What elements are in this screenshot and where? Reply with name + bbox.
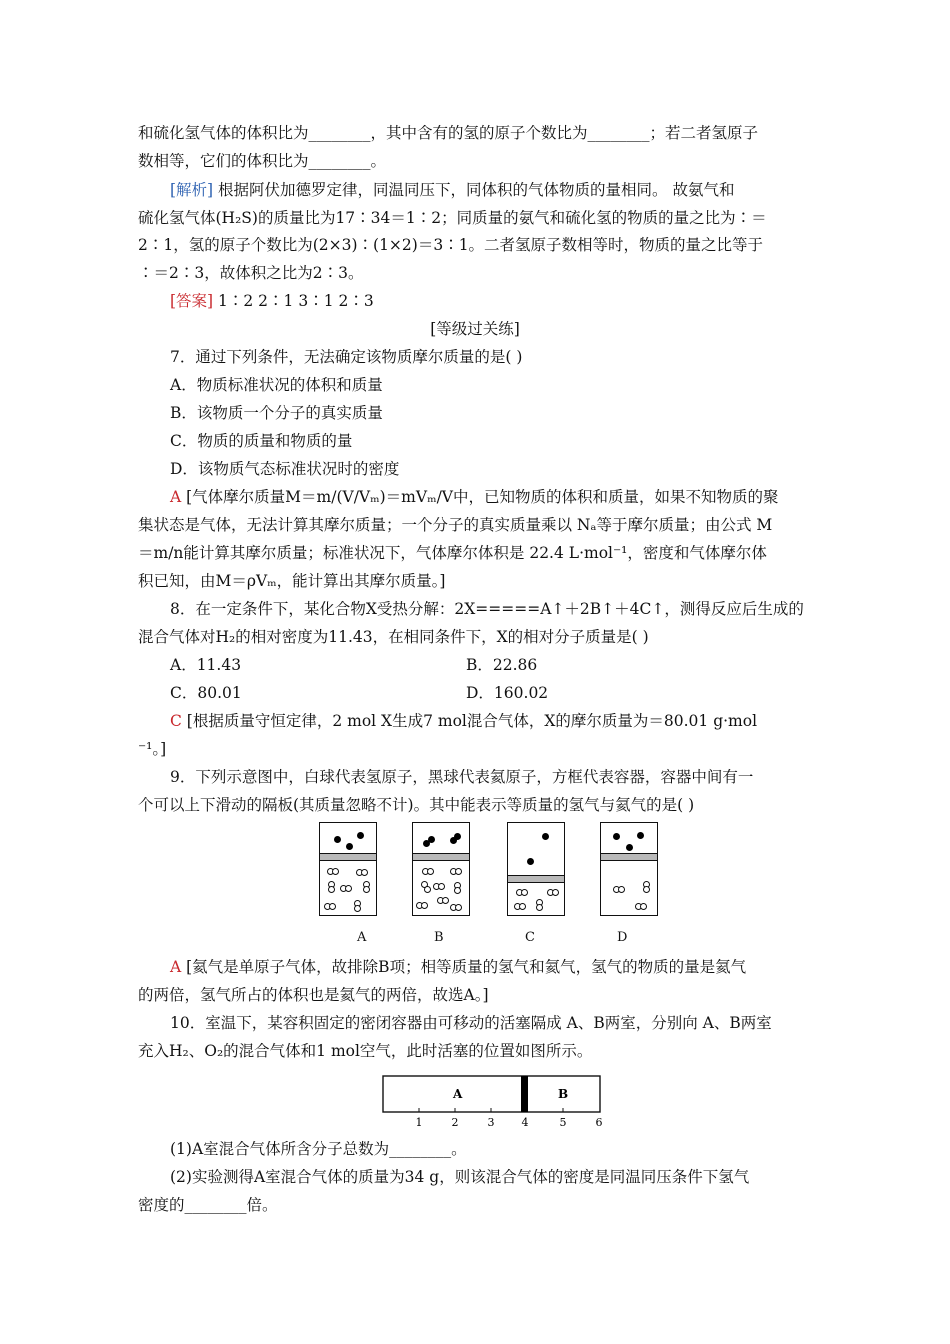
text-line: 充入H₂、O₂的混合气体和1 mol空气，此时活塞的位置如图所示。 [138,1042,593,1060]
figure-label-a: A [357,930,367,945]
question-10: 10．室温下，某容积固定的密闭容器由可移动的活塞隔成 A、B两室，分别向 A、B两室 [170,1014,772,1032]
text-line: 个可以上下滑动的隔板(其质量忽略不计)。其中能表示等质量的氢气与氦气的是( ) [138,796,695,814]
answer-text: [根据质量守恒定律，2 mol X生成7 mol混合气体，X的摩尔质量为＝80.01 g·mol [181,712,758,730]
option-d: D．该物质气态标准状况时的密度 [170,460,400,478]
answer-letter: C [170,712,182,730]
answer-text: [气体摩尔质量M＝m/(V/Vₘ)＝mVₘ/V中，已知物质的体积和质量，如果不知物质的聚 [181,488,779,506]
piston [521,1076,528,1112]
text-line: ＝m/n能计算其摩尔质量；标准状况下，气体摩尔体积是 22.4 L·mol⁻¹，密度和气体摩尔体 [138,544,767,562]
chamber-a-label: A [453,1087,463,1101]
tick-label: 5 [559,1116,567,1129]
figure-label-c: C [525,930,535,945]
option-d: D．160.02 [466,684,549,702]
option-b: B．22.86 [466,656,538,674]
option-c: C．80.01 [170,684,242,702]
helium-atom [357,832,364,839]
text-line: 硫化氢气体(H₂S)的质量比为17∶34＝1∶2；同质量的氨气和硫化氢的物质的量之比为∶＝ [138,209,767,227]
partition [601,853,657,861]
partition [413,853,469,861]
tick-label: 1 [415,1116,423,1129]
text-line: 的两倍，氢气所占的体积也是氦气的两倍，故选A。] [138,986,489,1004]
sub-question-2: (2)实验测得A室混合气体的质量为34 g，则该混合气体的密度是同温同压条件下氢气 [170,1168,750,1186]
container-a [319,822,377,916]
helium-atom [346,843,353,850]
tick-label: 4 [521,1116,529,1129]
tick-label: 2 [451,1116,459,1129]
sub-question-1: (1)A室混合气体所含分子总数为________。 [170,1140,467,1158]
answer-tag: [答案] [170,292,214,310]
figure-label-b: B [434,930,444,945]
partition [508,875,564,883]
text-line: 和硫化氢气体的体积比为________，其中含有的氢的原子个数比为________；若二者氢原子 [138,124,759,142]
analysis-paragraph [170,179,850,201]
text-line: 2∶1，氢的原子个数比为(2×3)∶(1×2)＝3∶1。二者氢原子数相等时，物质的量之比等于 [138,236,764,254]
container-b [412,822,470,916]
answer-text: [氦气是单原子气体，故排除B项；相等质量的氢气和氦气，氢气的物质的量是氦气 [181,958,747,976]
container-c [507,822,565,916]
option-a: A．物质标准状况的体积和质量 [170,376,383,394]
section-title: [等级过关练] [430,320,520,338]
text-line: 数相等，它们的体积比为________。 [138,152,387,170]
figure-label-d: D [617,930,628,945]
option-b: B．该物质一个分子的真实质量 [170,404,383,422]
question-9: 9．下列示意图中，白球代表氢原子，黑球代表氦原子，方框代表容器，容器中间有一 [170,768,754,786]
answer-values: 1∶2 2∶1 3∶1 2∶3 [213,292,374,310]
option-a: A．11.43 [170,656,242,674]
tick-label: 3 [487,1116,495,1129]
answer-line [170,290,850,312]
text-line: ⁻¹。] [138,740,167,758]
option-c: C．物质的质量和物质的量 [170,432,353,450]
chamber-b-label: B [558,1087,569,1101]
text-line: ∶＝2∶3，故体积之比为2∶3。 [138,264,364,282]
text-line: 根据阿伏加德罗定律，同温同压下，同体积的气体物质的量相同。 故氨气和 [213,181,735,199]
answer-letter: A [170,958,182,976]
text-line: 积已知，由M＝ρVₘ，能计算出其摩尔质量。] [138,572,446,590]
container-d [600,822,658,916]
text-line: 集状态是气体，无法计算其摩尔质量；一个分子的真实质量乘以 Nₐ等于摩尔质量；由公式 M [138,516,773,534]
text-line: 密度的________倍。 [138,1196,278,1214]
question-8: 8．在一定条件下，某化合物X受热分解：2X=====A↑＋2B↑＋4C↑，测得反应后生成的 [170,600,804,618]
helium-atom [334,836,341,843]
question-7: 7．通过下列条件，无法确定该物质摩尔质量的是( ) [170,348,523,366]
answer-9 [170,956,850,978]
answer-letter: A [170,488,182,506]
partition [320,853,376,861]
analysis-tag: [解析] [170,181,214,199]
tick-label: 6 [595,1116,603,1129]
text-line: 混合气体对H₂的相对密度为11.43，在相同条件下，X的相对分子质量是( ) [138,628,649,646]
answer-8 [170,710,850,732]
figure-10 [380,1074,606,1134]
answer-7 [170,486,850,508]
